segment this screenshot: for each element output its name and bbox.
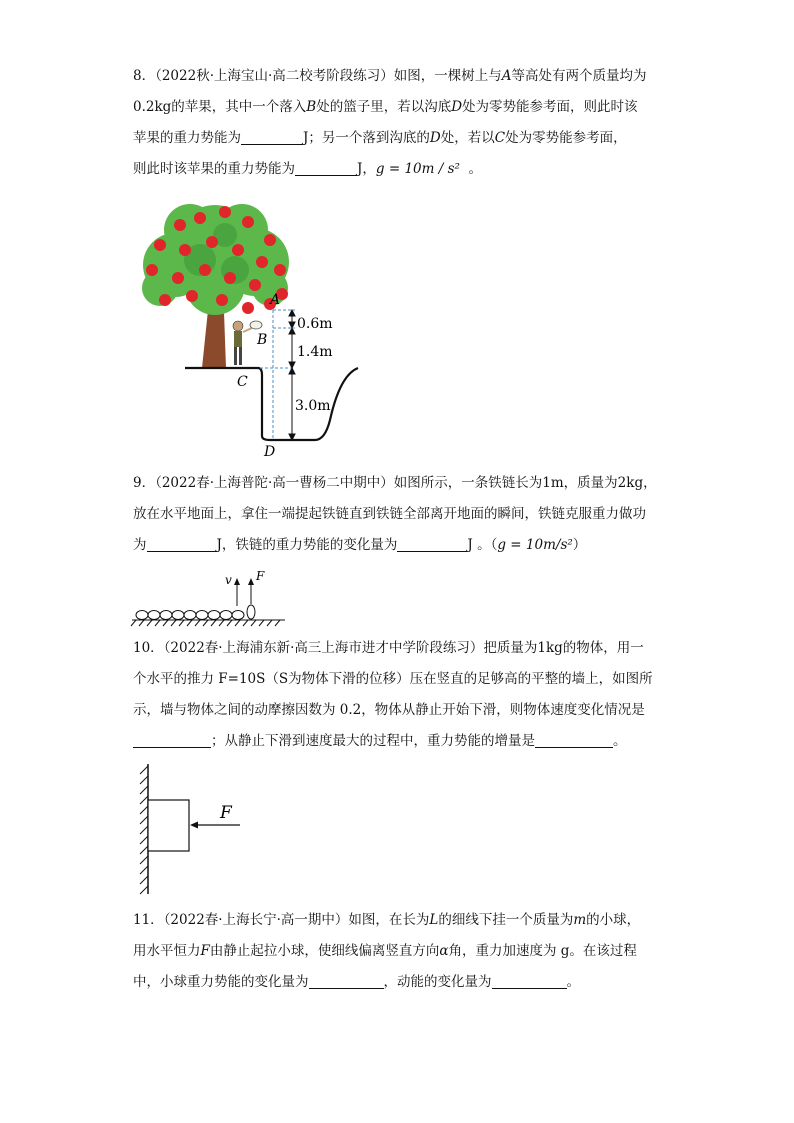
q9-text: J 。（ bbox=[467, 537, 498, 553]
question-source: （2022秋·上海宝山·高二校考阶段练习） bbox=[155, 68, 394, 84]
label-D: D bbox=[264, 444, 276, 460]
dimension-arrows bbox=[289, 310, 295, 440]
q10-line-3 bbox=[133, 695, 673, 726]
gravity-constant: g = 10m / s² bbox=[375, 161, 460, 177]
q11-line-1 bbox=[133, 905, 673, 936]
q11-text: 的小球， bbox=[586, 912, 641, 928]
label-F: F bbox=[256, 569, 265, 583]
answer-blank[interactable] bbox=[492, 972, 567, 989]
q8-line-4 bbox=[133, 154, 673, 185]
question-11 bbox=[133, 905, 673, 998]
chain-links bbox=[136, 605, 255, 620]
answer-blank[interactable] bbox=[309, 972, 384, 989]
question-source: （2022春·上海浦东新·高三上海市进才中学阶段练习） bbox=[163, 640, 484, 656]
q10-text: 把质量为1kg的物体，用一 bbox=[483, 640, 644, 656]
force-arrowhead bbox=[248, 578, 254, 585]
q9-text: J，铁链的重力势能的变化量为 bbox=[216, 537, 398, 553]
q11-text: 中，小球重力势能的变化量为 bbox=[133, 974, 309, 990]
q11-line-2 bbox=[133, 936, 673, 967]
q9-line-3 bbox=[133, 530, 673, 561]
q8-text: 等高处有两个质量均为 bbox=[511, 68, 647, 84]
variable-L: L bbox=[429, 912, 439, 928]
q9-text: 为 bbox=[133, 537, 147, 553]
question-number: 8． bbox=[133, 68, 156, 84]
ground-ditch bbox=[185, 368, 358, 440]
point-label: C bbox=[494, 130, 506, 146]
q8-text: 。 bbox=[468, 161, 483, 177]
label-v: v bbox=[225, 573, 232, 587]
variable-F: F bbox=[200, 943, 210, 959]
label-F: F bbox=[220, 803, 232, 823]
gravity-constant: g = 10m/s² bbox=[497, 537, 573, 553]
q11-text: 用水平恒力 bbox=[133, 943, 201, 959]
push-force-arrowhead bbox=[190, 822, 198, 829]
q8-text: 如图，一棵树上与 bbox=[393, 68, 502, 84]
q8-text: J， bbox=[357, 161, 376, 177]
q9-line-2 bbox=[133, 499, 673, 530]
q11-text: 由静止起拉小球，使细线偏离竖直方向 bbox=[209, 943, 440, 959]
q10-line-1 bbox=[133, 633, 673, 664]
q11-text: ，动能的变化量为 bbox=[383, 974, 492, 990]
point-label: D bbox=[429, 130, 441, 146]
point-label: A bbox=[501, 68, 512, 84]
chain-figure bbox=[130, 568, 290, 630]
q10-line-4 bbox=[133, 726, 673, 757]
q10-line-2 bbox=[133, 664, 673, 695]
question-number: 10． bbox=[133, 640, 164, 656]
dimension-0-6m: 0.6m bbox=[297, 316, 333, 332]
label-A: A bbox=[270, 292, 281, 308]
q9-text: ） bbox=[572, 537, 587, 553]
q11-text: 。 bbox=[566, 974, 580, 990]
wall-hatching bbox=[140, 766, 148, 894]
variable-alpha: α bbox=[439, 943, 449, 959]
answer-blank[interactable] bbox=[535, 731, 613, 748]
question-8 bbox=[133, 61, 673, 185]
velocity-arrowhead bbox=[234, 578, 240, 585]
q8-line-2 bbox=[133, 92, 673, 123]
q11-line-3 bbox=[133, 967, 673, 998]
q10-text: 示，墙与物体之间的动摩擦因数为 0.2，物体从静止开始下滑，则物体速度变化情况是 bbox=[133, 702, 645, 718]
q8-text: 苹果的重力势能为 bbox=[133, 130, 241, 146]
q10-text: 个水平的推力 F=10S（S为物体下滑的位移）压在竖直的足够高的平整的墙上，如图所 bbox=[133, 671, 653, 687]
question-9 bbox=[133, 468, 673, 561]
dimension-3-0m: 3.0m bbox=[295, 398, 331, 414]
q8-text: 则此时该苹果的重力势能为 bbox=[133, 161, 295, 177]
question-number: 9． bbox=[133, 475, 156, 491]
q9-text: 放在水平地面上，拿住一端提起铁链直到铁链全部离开地面的瞬间，铁链克服重力做功 bbox=[133, 506, 646, 522]
dimension-1-4m: 1.4m bbox=[297, 344, 333, 360]
q10-text: 。 bbox=[613, 733, 627, 749]
q10-text: ；从静止下滑到速度最大的过程中，重力势能的增量是 bbox=[211, 733, 535, 749]
label-B: B bbox=[257, 332, 268, 348]
question-source: （2022春·上海普陀·高一曹杨二中期中） bbox=[155, 475, 394, 491]
q9-line-1 bbox=[133, 468, 673, 499]
q9-text: 如图所示，一条铁链长为1m，质量为2kg， bbox=[393, 475, 657, 491]
block bbox=[148, 800, 189, 851]
q8-text: 处的篮子里，若以沟底 bbox=[316, 99, 452, 115]
answer-blank[interactable] bbox=[147, 535, 217, 552]
answer-blank[interactable] bbox=[295, 159, 357, 176]
answer-blank[interactable] bbox=[241, 128, 303, 145]
question-source: （2022春·上海长宁·高一期中） bbox=[163, 912, 349, 928]
ground-hatching bbox=[131, 620, 280, 626]
q8-line-1 bbox=[133, 61, 673, 92]
q11-text: 的细线下挂一个质量为 bbox=[438, 912, 574, 928]
apple-tree-figure bbox=[130, 200, 370, 462]
q11-text: 角，重力加速度为 g。在该过程 bbox=[448, 943, 637, 959]
label-C: C bbox=[237, 374, 248, 390]
q8-text: 处为零势能参考面，则此时该 bbox=[462, 99, 638, 115]
q8-text: 0.2kg的苹果，其中一个落入 bbox=[133, 99, 307, 115]
q8-text: 处为零势能参考面， bbox=[505, 130, 627, 146]
question-10 bbox=[133, 633, 673, 757]
variable-m: m bbox=[573, 912, 587, 928]
q8-text: J；另一个落到沟底的 bbox=[303, 130, 430, 146]
q11-text: 如图，在长为 bbox=[348, 912, 430, 928]
answer-blank[interactable] bbox=[397, 535, 467, 552]
q8-line-3 bbox=[133, 123, 673, 154]
answer-blank[interactable] bbox=[133, 731, 211, 748]
question-number: 11． bbox=[133, 912, 164, 928]
wall-block-figure bbox=[130, 760, 270, 898]
point-label: B bbox=[306, 99, 317, 115]
q8-text: 处，若以 bbox=[440, 130, 495, 146]
point-label: D bbox=[451, 99, 463, 115]
